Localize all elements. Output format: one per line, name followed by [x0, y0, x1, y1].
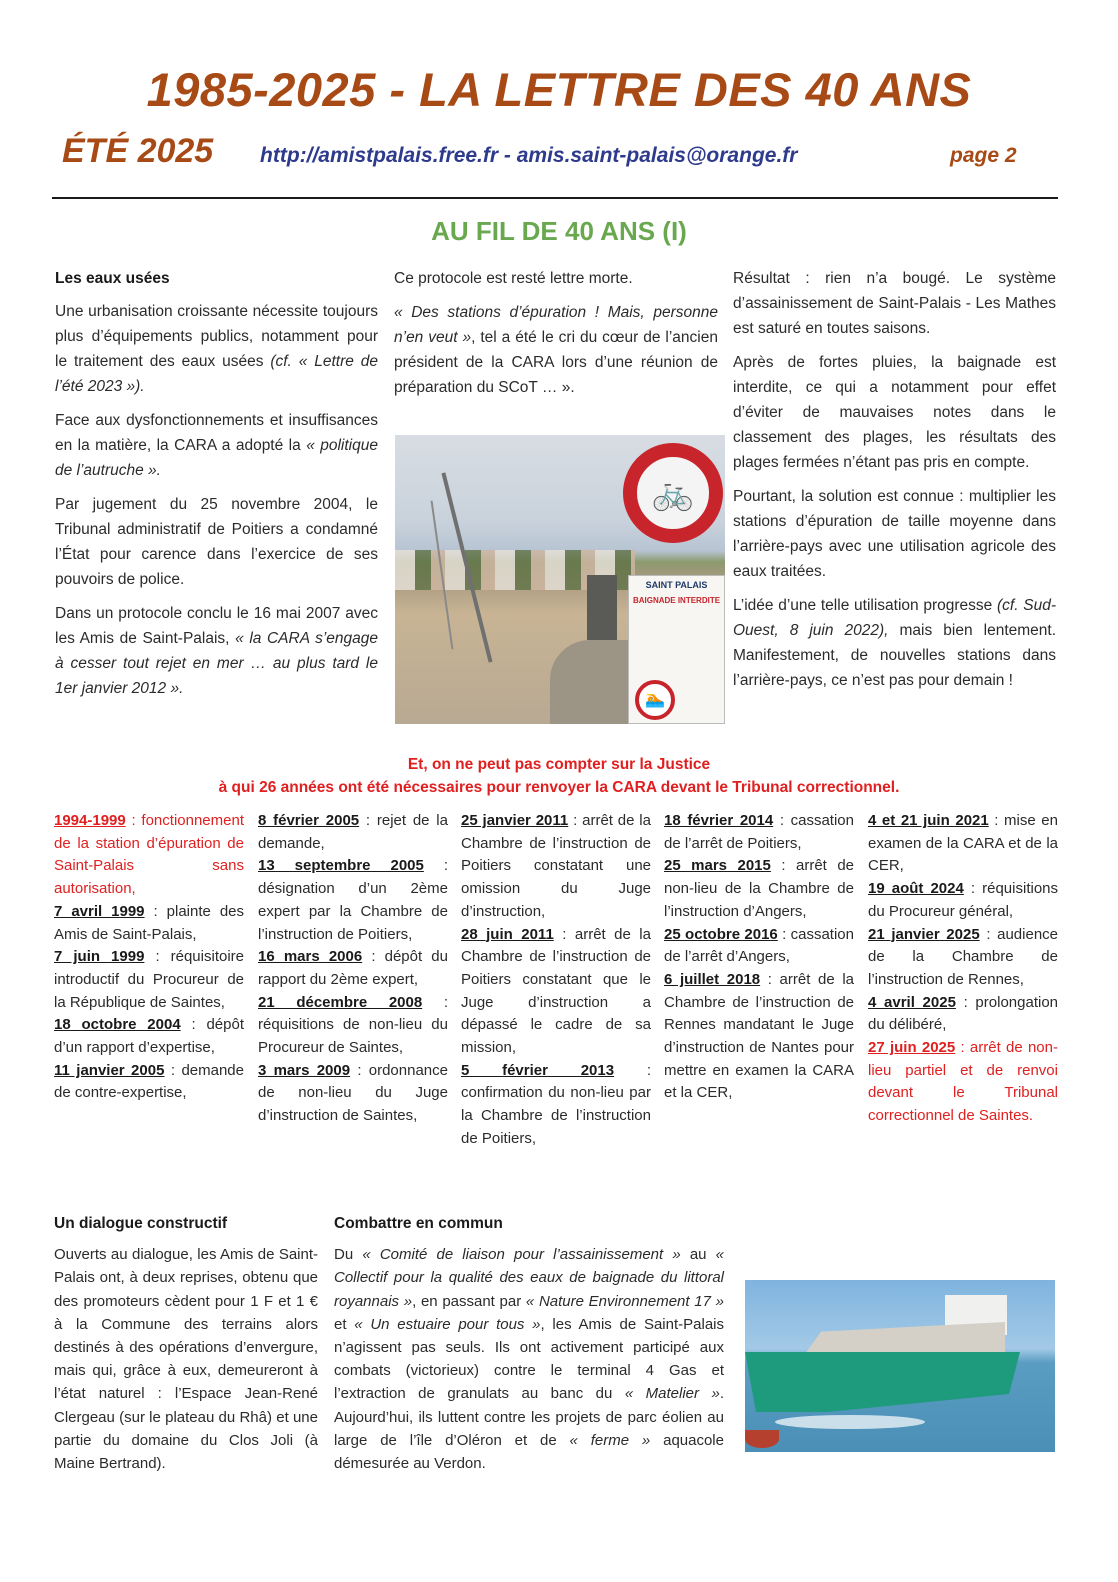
- timeline-entry: 21 décembre 2008 : réquisitions de non-lieu du Procureur de Saintes,: [258, 993, 448, 1057]
- combattre-section: [334, 1212, 724, 1484]
- timeline-entry: 1994-1999 : fonctionnement de la station d’épuration de Saint-Palais sans autorisation,: [54, 812, 244, 898]
- timeline-entry: 19 août 2024 : réquisitions du Procureur général,: [868, 880, 1058, 920]
- ship-deck: [805, 1322, 1005, 1354]
- timeline-column-4: [664, 810, 854, 1105]
- paragraph: Ce protocole est resté lettre morte.: [394, 270, 633, 287]
- timeline-entry: 25 janvier 2011 : arrêt de la Chambre de l’instruction de Poitiers constatant une omission du Juge d’instruction,: [461, 812, 651, 920]
- timeline-entry: 4 avril 2025 : prolongation du délibéré,: [868, 993, 1058, 1034]
- section-title: AU FIL DE 40 ANS (I): [431, 216, 687, 246]
- timeline-entry: 25 mars 2015 : arrêt de non-lieu de la Chambre de l’instruction d’Angers,: [664, 857, 854, 920]
- timeline-column-3: [461, 810, 651, 1151]
- paragraph: Résultat : rien n’a bougé. Le système d’assainissement de Saint-Palais - Les Mathes est saturé en toutes saisons.: [733, 270, 1056, 337]
- paragraph: Après de fortes pluies, la baignade est interdite, ce qui a notamment pour effet d’éviter de mauvaises notes dans le classement des plages, les résultats des plages fermées n’étant pas pris en compte.: [733, 354, 1056, 471]
- photo-board: [587, 575, 617, 640]
- no-bicycle-icon: 🚲: [623, 443, 723, 543]
- justice-callout-line-1: Et, on ne peut pas compter sur la Justice: [407, 756, 711, 773]
- timeline-entry: 21 janvier 2025 : audience de la Chambre de l’instruction de Rennes,: [868, 925, 1058, 988]
- paragraph: Une urbanisation croissante nécessite toujours plus d’équipements publics, notamment pour le traitement des eaux usées (cf. « Lettre de l’été 2023 »).: [55, 303, 378, 395]
- column-1: [55, 266, 378, 710]
- timeline-entry: 25 octobre 2016 : cassation de l’arrêt d’Angers,: [664, 925, 854, 966]
- ship-hull: [745, 1352, 1020, 1412]
- dialogue-section: [54, 1212, 318, 1484]
- timeline-column-2: [258, 810, 448, 1128]
- paragraph: L’idée d’une telle utilisation progresse (cf. Sud-Ouest, 8 juin 2022), mais bien lentement. Manifestement, de nouvelles stations dans l’arrière-pays, ce n’est pas pour demain !: [733, 597, 1057, 689]
- beach-photo: [395, 435, 725, 724]
- ship-wake: [775, 1415, 925, 1429]
- timeline-entry: 7 avril 1999 : plainte des Amis de Saint-Palais,: [54, 902, 245, 943]
- column-3: [733, 266, 1056, 702]
- newsletter-title: 1985-2025 - LA LETTRE DES 40 ANS: [146, 63, 972, 116]
- timeline-column-1: [54, 810, 244, 1105]
- heading-dialogue: Un dialogue constructif: [54, 1215, 228, 1232]
- timeline-entry: 18 février 2014 : cassation de l’arrêt de Poitiers,: [664, 812, 854, 852]
- timeline-entry: 18 octobre 2004 : dépôt d’un rapport d’expertise,: [54, 1016, 244, 1057]
- contact-links[interactable]: http://amistpalais.free.fr - amis.saint-palais@orange.fr: [260, 144, 798, 167]
- paragraph: Dans un protocole conclu le 16 mai 2007 avec les Amis de Saint-Palais, « la CARA s’engage à cesser tout rejet en mer … au plus tard le 1er janvier 2012 ».: [55, 605, 378, 697]
- paragraph: Du « Comité de liaison pour l’assainissement » au « Collectif pour la qualité des eaux de baignade du littoral royannais », en passant par « Nature Environnement 17 » et « Un estuaire pour tous », les Amis de Saint-Palais n’agissent pas seuls. Ils ont activement participé aux combats (victorieux) contre le terminal 4 Gas et l’extraction de granulats au banc du « Matelier ». Aujourd’hui, ils luttent contre les projets de parc éolien au large de l’île d’Oléron et de « ferme » aquacole démesurée au Verdon.: [334, 1246, 724, 1473]
- photo-wall: [550, 640, 630, 724]
- timeline-entry: 5 février 2013 : confirmation du non-lieu par la Chambre de l’instruction de Poitiers,: [461, 1061, 651, 1147]
- timeline-entry: 8 février 2005 : rejet de la demande,: [258, 812, 448, 852]
- timeline-entry: 13 septembre 2005 : désignation d’un 2ème expert par la Chambre de l’instruction de Poitiers,: [258, 857, 448, 943]
- paragraph: Face aux dysfonctionnements et insuffisances en la matière, la CARA a adopté la « politique de l’autruche ».: [55, 412, 378, 479]
- lng-ship-photo: [745, 1280, 1055, 1452]
- timeline-entry: 16 mars 2006 : dépôt du rapport du 2ème expert,: [258, 948, 448, 988]
- justice-callout-line-2: à qui 26 années ont été nécessaires pour renvoyer la CARA devant le Tribunal correctionnel.: [218, 779, 900, 796]
- column-2: [394, 266, 718, 409]
- timeline-entry: 3 mars 2009 : ordonnance de non-lieu du Juge d’instruction de Saintes,: [258, 1061, 448, 1125]
- ship-bow: [745, 1430, 779, 1448]
- timeline-entry: 28 juin 2011 : arrêt de la Chambre de l’instruction de Poitiers constatant que le Juge d’instruction a dépassé le cadre de sa mission,: [461, 925, 651, 1057]
- page-number: page 2: [950, 144, 1017, 167]
- heading-eaux-usees: Les eaux usées: [55, 270, 170, 287]
- no-swimming-icon: 🏊: [635, 680, 675, 720]
- heading-combattre: Combattre en commun: [334, 1215, 503, 1232]
- header-divider: [52, 197, 1058, 199]
- timeline-entry: 11 janvier 2005 : demande de contre-expertise,: [54, 1061, 244, 1102]
- timeline-column-5: [868, 810, 1058, 1128]
- timeline-entry: 27 juin 2025 : arrêt de non-lieu partiel et de renvoi devant le Tribunal correctionnel de Saintes.: [868, 1039, 1058, 1125]
- timeline-entry: 6 juillet 2018 : arrêt de la Chambre de l’instruction de Rennes mandatant le Juge d’instruction de Nantes pour mettre en examen la CARA et la CER,: [664, 970, 855, 1102]
- paragraph: Par jugement du 25 novembre 2004, le Tribunal administratif de Poitiers a condamné l’État pour carence dans l’exercice de ses pouvoirs de police.: [55, 496, 378, 588]
- timeline-entry: 4 et 21 juin 2021 : mise en examen de la CARA et de la CER,: [868, 812, 1058, 875]
- paragraph: Ouverts au dialogue, les Amis de Saint-Palais ont, à deux reprises, obtenu que des promoteurs cèdent pour 1 F et 1 € à la Commune des terrains alors destinés à des opérations d’envergure, mais qui, grâce à eux, demeureront à l’état naturel : l’Espace Jean-René Clergeau (sur le plateau du Rhâ) et une partie du domaine du Clos Joli (à Maine Bertrand).: [54, 1246, 318, 1473]
- swimming-prohibited-sign: SAINT PALAIS BAIGNADE INTERDITE: [628, 575, 725, 724]
- timeline-entry: 7 juin 1999 : réquisitoire introductif du Procureur de la République de Saintes,: [54, 948, 244, 1011]
- paragraph: Pourtant, la solution est connue : multiplier les stations d’épuration de taille moyenne dans l’arrière-pays avec une utilisation agricole des eaux traitées.: [733, 488, 1056, 580]
- season-label: ÉTÉ 2025: [62, 132, 214, 170]
- paragraph: « Des stations d’épuration ! Mais, personne n’en veut », tel a été le cri du cœur de l’ancien président de la CARA lors d’une réunion de préparation du SCoT … ».: [394, 304, 718, 396]
